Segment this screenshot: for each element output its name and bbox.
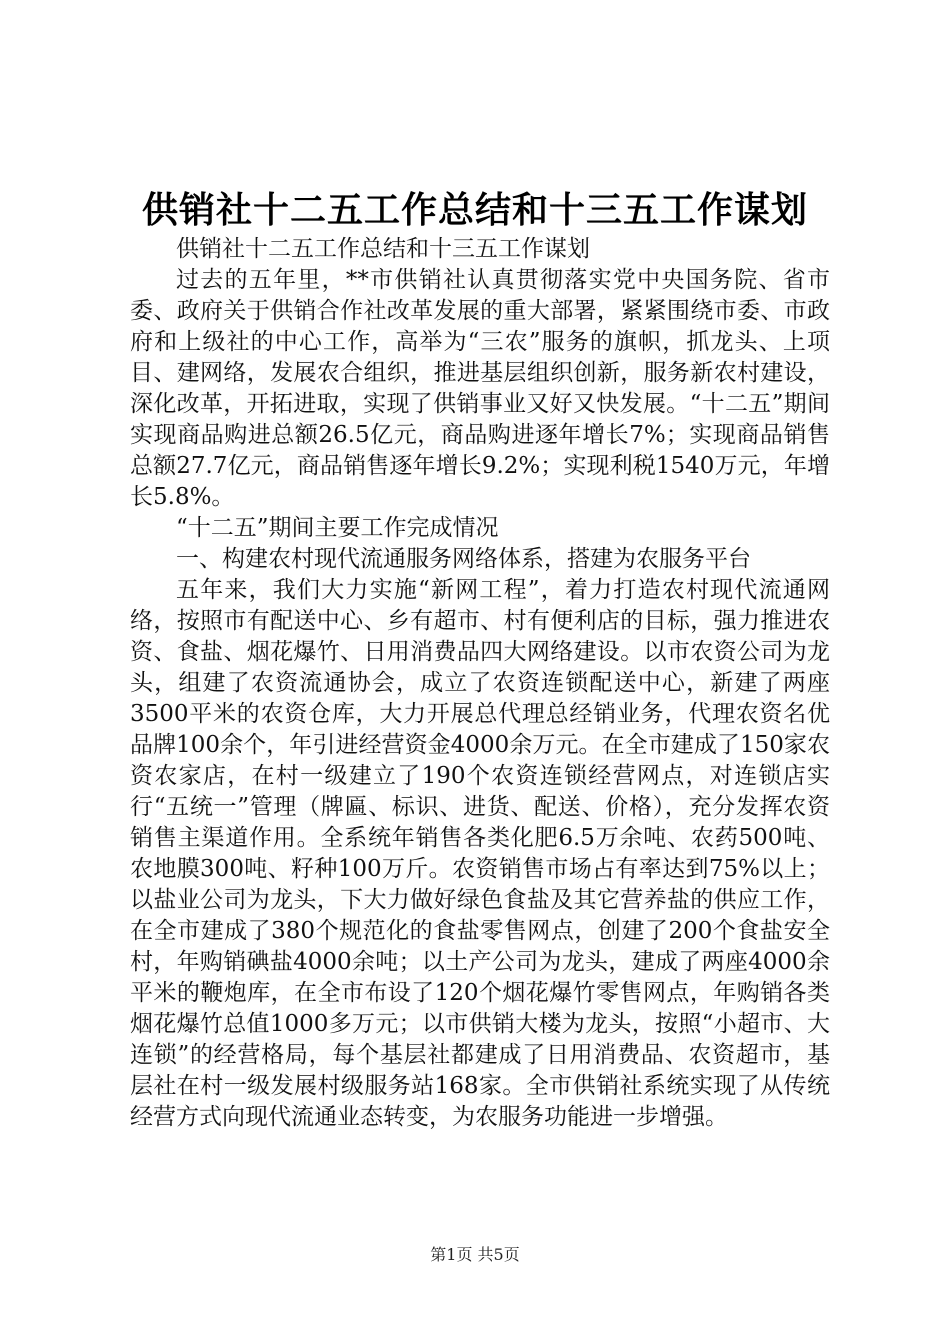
section-heading: “十二五”期间主要工作完成情况 bbox=[176, 515, 499, 541]
document-body bbox=[130, 234, 830, 1133]
page-footer: 第1页 共5页 bbox=[430, 1245, 520, 1264]
intro-paragraph: 过去的五年里，**市供销社认真贯彻落实党中央国务院、省市委、政府关于供销合作社改革发展的重大部署，紧紧围绕市委、市政府和上级社的中心工作，高举为“三农”服务的旗帜，抓龙头、上项目、建网络，发展农合组织，推进基层组织创新，服务新农村建设，深化改革，开拓进取，实现了供销事业又好又快发展。“十二五”期间实现商品购进总额26.5亿元，商品购进逐年增长7%；实现商品销售总额27.7亿元，商品销售逐年增长9.2%；实现利税1540万元，年增长5.8%。 bbox=[130, 267, 830, 510]
document-title: 供销社十二五工作总结和十三五工作谋划 bbox=[141, 189, 808, 231]
subsection-heading: 一、构建农村现代流通服务网络体系，搭建为农服务平台 bbox=[176, 546, 751, 572]
body-paragraph: 五年来，我们大力实施“新网工程”，着力打造农村现代流通网络，按照市有配送中心、乡有超市、村有便利店的目标，强力推进农资、食盐、烟花爆竹、日用消费品四大网络建设。以市农资公司为龙头，组建了农资流通协会，成立了农资连锁配送中心，新建了两座3500平米的农资仓库，大力开展总代理总经销业务，代理农资名优品牌100余个，年引进经营资金4000余万元。在全市建成了150家农资农家店，在村一级建立了190个农资连锁经营网点，对连锁店实行“五统一”管理（牌匾、标识、进货、配送、价格），充分发挥农资销售主渠道作用。全系统年销售各类化肥6.5万余吨、农药500吨、农地膜300吨、籽种100万斤。农资销售市场占有率达到75%以上；以盐业公司为龙头，下大力做好绿色食盐及其它营养盐的供应工作，在全市建成了380个规范化的食盐零售网点，创建了200个食盐安全村，年购销碘盐4000余吨；以土产公司为龙头，建成了两座4000余平米的鞭炮库，在全市布设了120个烟花爆竹零售网点，年购销各类烟花爆竹总值1000多万元；以市供销大楼为龙头，按照“小超市、大连锁”的经营格局，每个基层社都建成了日用消费品、农资超市，基层社在村一级发展村级服务站168家。全市供销社系统实现了从传统经营方式向现代流通业态转变，为农服务功能进一步增强。 bbox=[130, 577, 830, 1130]
subtitle-paragraph: 供销社十二五工作总结和十三五工作谋划 bbox=[176, 236, 590, 262]
